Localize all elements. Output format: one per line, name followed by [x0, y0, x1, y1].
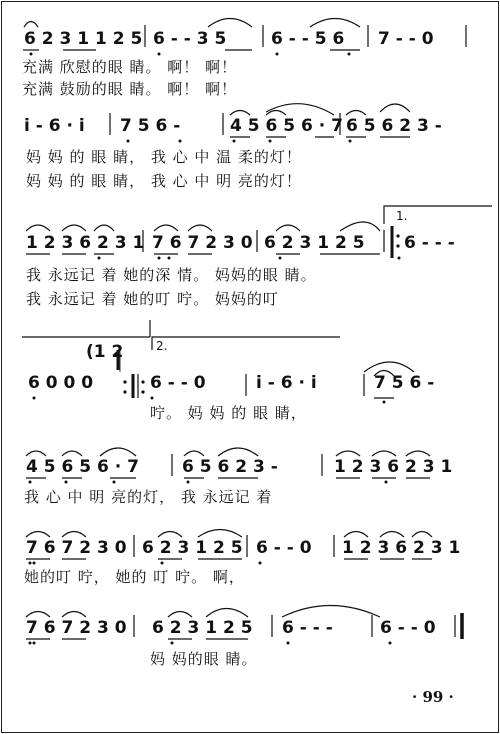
notes-l4-m1: 6 0 0 0	[28, 373, 94, 393]
lyrics-l3-verse2: 我 永远记 着 她的叮 咛。 妈妈的叮	[26, 290, 279, 308]
notes-l6-m3: 6 - - 0	[256, 538, 312, 558]
notes-l1-m4: 7 - - 0	[378, 29, 434, 49]
ending-mark-1: 1.	[396, 209, 408, 223]
notes-l3-m2: 7 6 7 2 3 0	[152, 233, 253, 253]
notes-l2-m4: 6 5 6 2 3 -	[346, 116, 442, 136]
notes-l3-m3: 6 2 3 1 2 5	[264, 233, 365, 253]
ending-mark-2: 2.	[156, 339, 168, 353]
notes-l1-m2: 6 - - 3 5	[153, 29, 227, 49]
notes-l2-m1: i - 6 · i	[24, 116, 85, 136]
notes-l3-m4: 6 - - -	[404, 233, 455, 253]
notes-l7-m1: 7 6 7 2 3 0	[26, 618, 127, 638]
notes-l5-m2: 6 5 6 2 3 -	[182, 457, 278, 477]
notes-l5-m1: 4 5 6 5 6 · 7	[26, 457, 139, 477]
notes-l7-m4: 6 - - 0	[380, 618, 436, 638]
pickup-notes: (1 2	[86, 342, 124, 362]
notes-l6-m1: 7 6 7 2 3 0	[26, 538, 127, 558]
notes-l1-m1: 6 2 3 1 1 2 5	[24, 29, 143, 49]
notes-l7-m3: 6 - - -	[282, 618, 333, 638]
notes-l2-m3: 4 5 6 5 6 · 7	[230, 116, 343, 136]
lyrics-l5: 我 心 中 明 亮的灯， 我 永远记 着	[24, 488, 273, 506]
page-number: · 99 ·	[412, 688, 454, 706]
lyrics-l3-verse1: 我 永远记 着 她的深 情。 妈妈的眼 睛。	[26, 266, 317, 284]
notes-l1-m3: 6 - - 5 6	[271, 29, 345, 49]
lyrics-l1-verse2: 充满 鼓励的眼 睛。 啊！ 啊！	[22, 80, 238, 98]
notes-l4-m3: i - 6 · i	[256, 373, 317, 393]
notes-l2-m2: 7 5 6 -	[120, 116, 181, 136]
notes-l6-m4: 1 2 3 6 2 3 1	[342, 538, 461, 558]
lyrics-l2-verse2: 妈 妈 的 眼 睛， 我 心 中 明 亮的灯！	[26, 172, 302, 190]
notes-l5-m3: 1 2 3 6 2 3 1	[334, 457, 453, 477]
notes-l6-m2: 6 2 3 1 2 5	[142, 538, 243, 558]
lyrics-l6: 她的叮 咛， 她的 叮 咛。 啊，	[24, 568, 245, 586]
lyrics-l4: 咛。 妈 妈 的 眼 睛，	[150, 404, 307, 422]
lyrics-l7: 妈 妈的眼 睛。	[150, 650, 258, 668]
notes-l4-m4: 7 5 6 -	[374, 373, 435, 393]
lyrics-l2-verse1: 妈 妈 的 眼 睛， 我 心 中 温 柔的灯！	[26, 148, 302, 166]
notes-l4-m2: 6 - - 0	[150, 373, 206, 393]
lyrics-l1-verse1: 充满 欣慰的眼 睛。 啊！ 啊！	[22, 58, 238, 76]
notes-l3-m1: 1 2 3 6 2 3 1	[26, 233, 145, 253]
notes-l7-m2: 6 2 3 1 2 5	[152, 618, 253, 638]
